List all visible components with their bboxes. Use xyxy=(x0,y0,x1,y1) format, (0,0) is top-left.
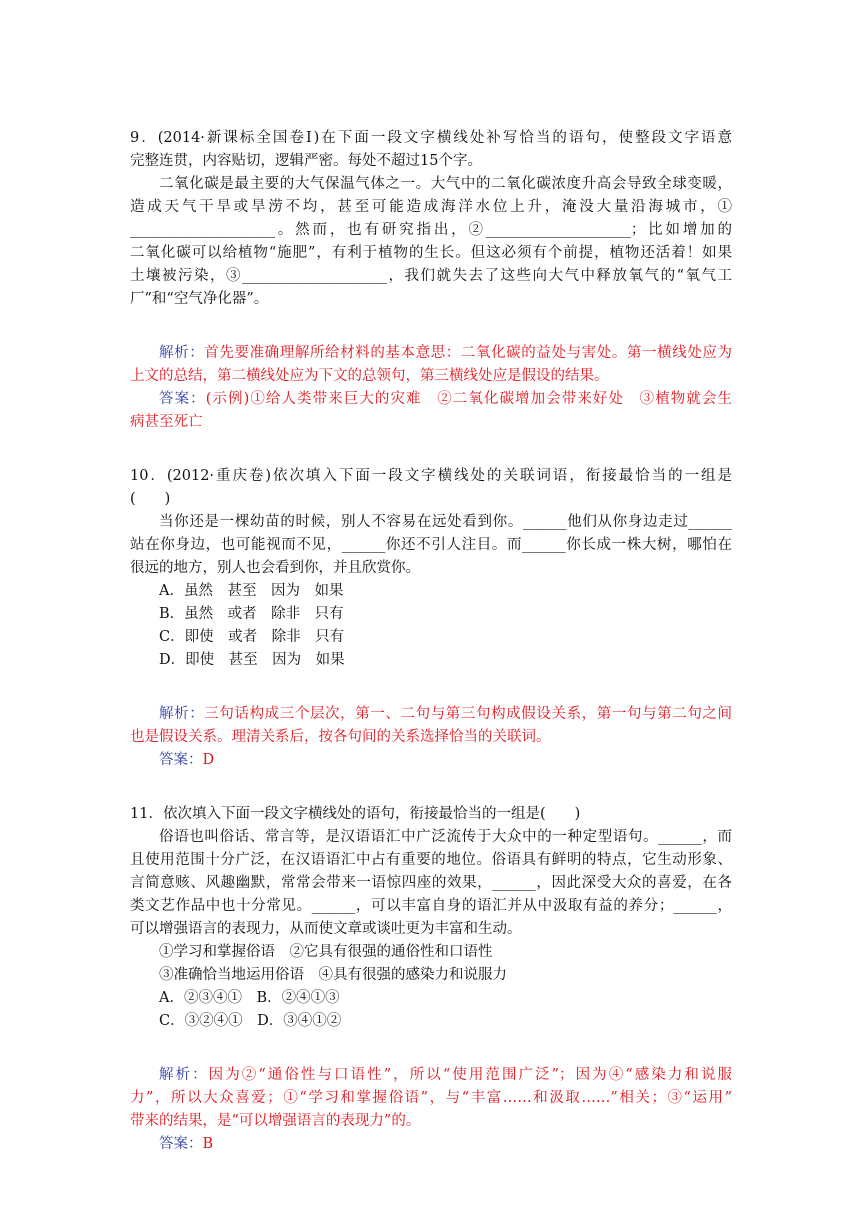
q11-passage-line: 可以增强语言的表现力，从而使文章或谈吐更为丰富和生动。 xyxy=(130,921,522,937)
q10-analysis-line xyxy=(130,703,732,726)
answer-label: 答案： xyxy=(159,752,203,768)
answer-label: 答案： xyxy=(159,391,206,407)
answer-value: B xyxy=(202,1136,214,1152)
q9-passage-line: 厂”和“空气净化器”。 xyxy=(130,291,269,307)
q9-passage-line: 土壤被污染，③____________________，我们就失去了这些向大气中释放氧气的“氧气工 xyxy=(130,268,732,284)
q9-passage-line: 二氧化碳可以给植物“施肥”，有利于植物的生长。但这必须有个前提，植物还活着！如果 xyxy=(130,245,732,261)
q10-option-d: D．即使 甚至 因为 如果 xyxy=(159,652,345,668)
q9-passage-line: 造成天气干旱或旱涝不均，甚至可能造成海洋水位上升，淹没大量沿海城市，① xyxy=(130,199,732,215)
q10-line: 10．(2012·重庆卷)依次填入下面一段文字横线处的关联词语，衔接最恰当的一组是 xyxy=(130,468,732,484)
question-9 xyxy=(130,127,732,434)
q11-line: 11．依次填入下面一段文字横线处的语句，衔接最恰当的一组是( ) xyxy=(130,806,581,822)
q9-answer-line: 病甚至死亡 xyxy=(130,414,203,430)
q10-analysis-line: 也是假设关系。理清关系后，按各句间的关系选择恰当的关联词。 xyxy=(130,729,551,745)
q10-option-b: B．虽然 或者 除非 只有 xyxy=(159,606,344,622)
q11-passage-line: 言简意赅、风趣幽默，常常会带来一语惊四座的效果，______，因此深受大众的喜爱，在各 xyxy=(130,875,732,891)
analysis-text: 三句话构成三个层次，第一、二句与第三句构成假设关系，第一句与第二句之间 xyxy=(204,706,733,722)
q9-analysis-line: 上文的总结，第二横线处应为下文的总领句，第三横线处应是假设的结果。 xyxy=(130,368,609,384)
q10-option-c: C．即使 或者 除非 只有 xyxy=(159,629,345,645)
q9-passage-line: 二氧化碳是最主要的大气保温气体之一。大气中的二氧化碳浓度升高会导致全球变暖， xyxy=(159,176,732,192)
answer-label: 答案： xyxy=(159,1136,203,1152)
q11-option-line: A．②③④① B．②④①③ xyxy=(159,990,340,1006)
q10-passage-line: 站在你身边，也可能视而不见，______你还不引人注目。而______你长成一株大树，哪怕在 xyxy=(130,537,732,553)
q10-passage-line: 当你还是一棵幼苗的时候，别人不容易在远处看到你。______他们从你身边走过______ xyxy=(159,514,732,530)
q11-passage-line: 类文艺作品中也十分常见。______，可以丰富自身的语汇并从中汲取有益的养分；______， xyxy=(130,898,732,914)
q11-item-line: ③准确恰当地运用俗语 ④具有很强的感染力和说服力 xyxy=(159,967,507,983)
answer-text: (示例)①给人类带来巨大的灾难 ②二氧化碳增加会带来好处 ③植物就会生 xyxy=(205,391,732,407)
q10-option-a: A．虽然 甚至 因为 如果 xyxy=(159,583,344,599)
analysis-text: 因为②“通俗性与口语性”，所以“使用范围广泛”；因为④“感染力和说服 xyxy=(208,1067,733,1083)
q11-passage-line: 且使用范围十分广泛，在汉语语汇中占有重要的地位。俗语具有鲜明的特点，它生动形象、 xyxy=(130,852,732,868)
question-10 xyxy=(130,465,732,772)
q9-analysis-line xyxy=(130,342,732,365)
q11-item-line: ①学习和掌握俗语 ②它具有很强的通俗性和口语性 xyxy=(159,944,493,960)
q11-option-line: C．③②④① D．③④①② xyxy=(159,1013,342,1029)
question-11 xyxy=(130,803,732,1156)
q11-analysis-line xyxy=(130,1064,732,1087)
q9-line: 完整连贯，内容贴切，逻辑严密。每处不超过15个字。 xyxy=(130,153,482,169)
q9-line: 9．(2014·新课标全国卷Ⅰ)在下面一段文字横线处补写恰当的语句，使整段文字语意 xyxy=(130,130,732,146)
analysis-label: 解析： xyxy=(159,345,205,361)
q11-analysis-line: 带来的结果，是“可以增强语言的表现力”的。 xyxy=(130,1113,421,1129)
analysis-label: 解析： xyxy=(159,1067,209,1083)
q10-passage-line: 很远的地方，别人也会看到你，并且欣赏你。 xyxy=(130,560,420,576)
q11-answer-line xyxy=(130,1133,732,1156)
q10-line: ( ) xyxy=(130,491,171,507)
q11-analysis-line: 力”，所以大众喜爱；①“学习和掌握俗语”，与“丰富……和汲取……”相关；③“运用” xyxy=(130,1090,732,1106)
q9-answer-line xyxy=(130,388,732,411)
q10-answer-line xyxy=(130,749,732,772)
q11-passage-line: 俗语也叫俗话、常言等，是汉语语汇中广泛流传于大众中的一种定型语句。______，而 xyxy=(159,829,732,845)
analysis-label: 解析： xyxy=(159,706,205,722)
document-page xyxy=(130,127,732,1156)
answer-value: D xyxy=(202,752,215,768)
analysis-text: 首先要准确理解所给材料的基本意思：二氧化碳的益处与害处。第一横线处应为 xyxy=(204,345,733,361)
q9-passage-line: ____________________。然而，也有研究指出，②____________________；比如增加的 xyxy=(130,222,732,238)
